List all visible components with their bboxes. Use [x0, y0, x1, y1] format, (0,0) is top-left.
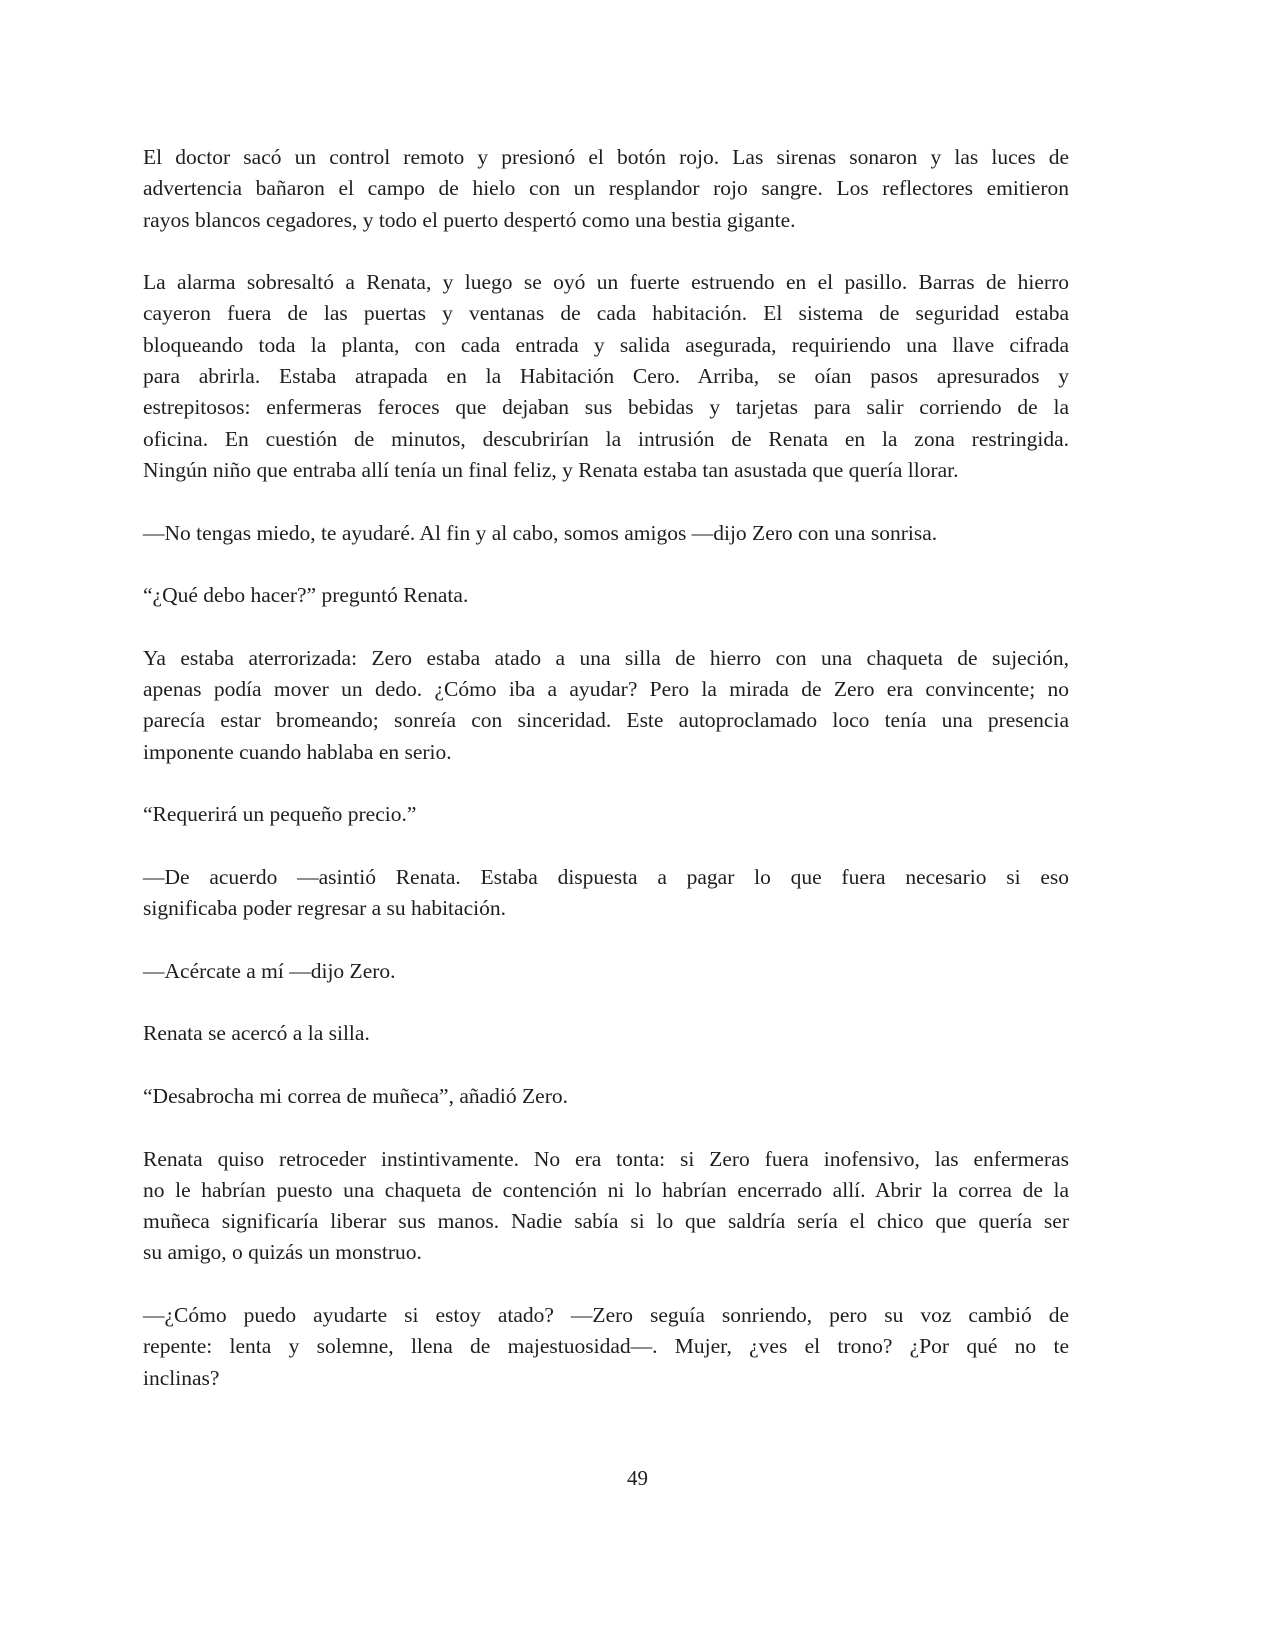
paragraph — [143, 142, 1069, 236]
text-line: Renata quiso retroceder instintivamente. No era tonta: si Zero fuera inofensivo, las enfermeras — [143, 1146, 1069, 1171]
paragraph — [143, 1018, 1069, 1049]
paragraph — [143, 862, 1069, 925]
paragraph — [143, 956, 1069, 987]
paragraph — [143, 643, 1069, 768]
text-line: Ningún niño que entraba allí tenía un final feliz, y Renata estaba tan asustada que quería llorar. — [143, 457, 959, 482]
text-line: —De acuerdo —asintió Renata. Estaba dispuesta a pagar lo que fuera necesario si eso — [143, 864, 1069, 889]
text-line: muñeca significaría liberar sus manos. Nadie sabía si lo que saldría sería el chico que quería ser — [143, 1209, 1069, 1234]
text-line: repente: lenta y solemne, llena de majestuosidad—. Mujer, ¿ves el trono? ¿Por qué no te — [143, 1334, 1069, 1359]
paragraph — [143, 799, 1069, 830]
paragraph — [143, 1144, 1069, 1269]
text-line: imponente cuando hablaba en serio. — [143, 739, 452, 764]
text-line: estrepitosos: enfermeras feroces que dejaban sus bebidas y tarjetas para salir corriendo de la — [143, 395, 1069, 420]
text-line: Ya estaba aterrorizada: Zero estaba atado a una silla de hierro con una chaqueta de sujeción, — [143, 645, 1069, 670]
text-line: —¿Cómo puedo ayudarte si estoy atado? —Zero seguía sonriendo, pero su voz cambió de — [143, 1302, 1069, 1327]
page-number: 49 — [627, 1466, 648, 1490]
text-line: apenas podía mover un dedo. ¿Cómo iba a ayudar? Pero la mirada de Zero era convincente; no — [143, 677, 1069, 702]
text-line: Renata se acercó a la silla. — [143, 1021, 370, 1046]
text-line: bloqueando toda la planta, con cada entrada y salida asegurada, requiriendo una llave cifrada — [143, 332, 1069, 357]
text-line: El doctor sacó un control remoto y presionó el botón rojo. Las sirenas sonaron y las luces de — [143, 145, 1069, 169]
text-line: parecía estar bromeando; sonreía con sinceridad. Este autoproclamado loco tenía una presencia — [143, 708, 1069, 733]
text-line: —Acércate a mí —dijo Zero. — [143, 958, 396, 983]
text-line: “Requerirá un pequeño precio.” — [143, 802, 417, 827]
text-line: oficina. En cuestión de minutos, descubrirían la intrusión de Renata en la zona restringida. — [143, 426, 1069, 451]
text-line: no le habrían puesto una chaqueta de contención ni lo habrían encerrado allí. Abrir la correa de la — [143, 1177, 1069, 1202]
text-line: significaba poder regresar a su habitación. — [143, 896, 506, 921]
text-line: “¿Qué debo hacer?” preguntó Renata. — [143, 583, 469, 608]
text-line: La alarma sobresaltó a Renata, y luego se oyó un fuerte estruendo en el pasillo. Barras de hierro — [143, 270, 1069, 295]
text-line: “Desabrocha mi correa de muñeca”, añadió Zero. — [143, 1083, 568, 1108]
page-body — [143, 142, 1069, 1425]
text-line: rayos blancos cegadores, y todo el puerto despertó como una bestia gigante. — [143, 207, 796, 232]
paragraph — [143, 1300, 1069, 1394]
paragraph — [143, 1081, 1069, 1112]
paragraph — [143, 580, 1069, 611]
text-line: —No tengas miedo, te ayudaré. Al fin y al cabo, somos amigos —dijo Zero con una sonrisa. — [143, 520, 938, 545]
text-line: su amigo, o quizás un monstruo. — [143, 1240, 422, 1265]
text-line: para abrirla. Estaba atrapada en la Habitación Cero. Arriba, se oían pasos apresurados y — [143, 364, 1069, 389]
text-line: inclinas? — [143, 1365, 220, 1390]
text-line: cayeron fuera de las puertas y ventanas de cada habitación. El sistema de seguridad estaba — [143, 301, 1069, 326]
paragraph — [143, 267, 1069, 486]
paragraph — [143, 518, 1069, 549]
text-line: advertencia bañaron el campo de hielo con un resplandor rojo sangre. Los reflectores emitieron — [143, 176, 1069, 201]
